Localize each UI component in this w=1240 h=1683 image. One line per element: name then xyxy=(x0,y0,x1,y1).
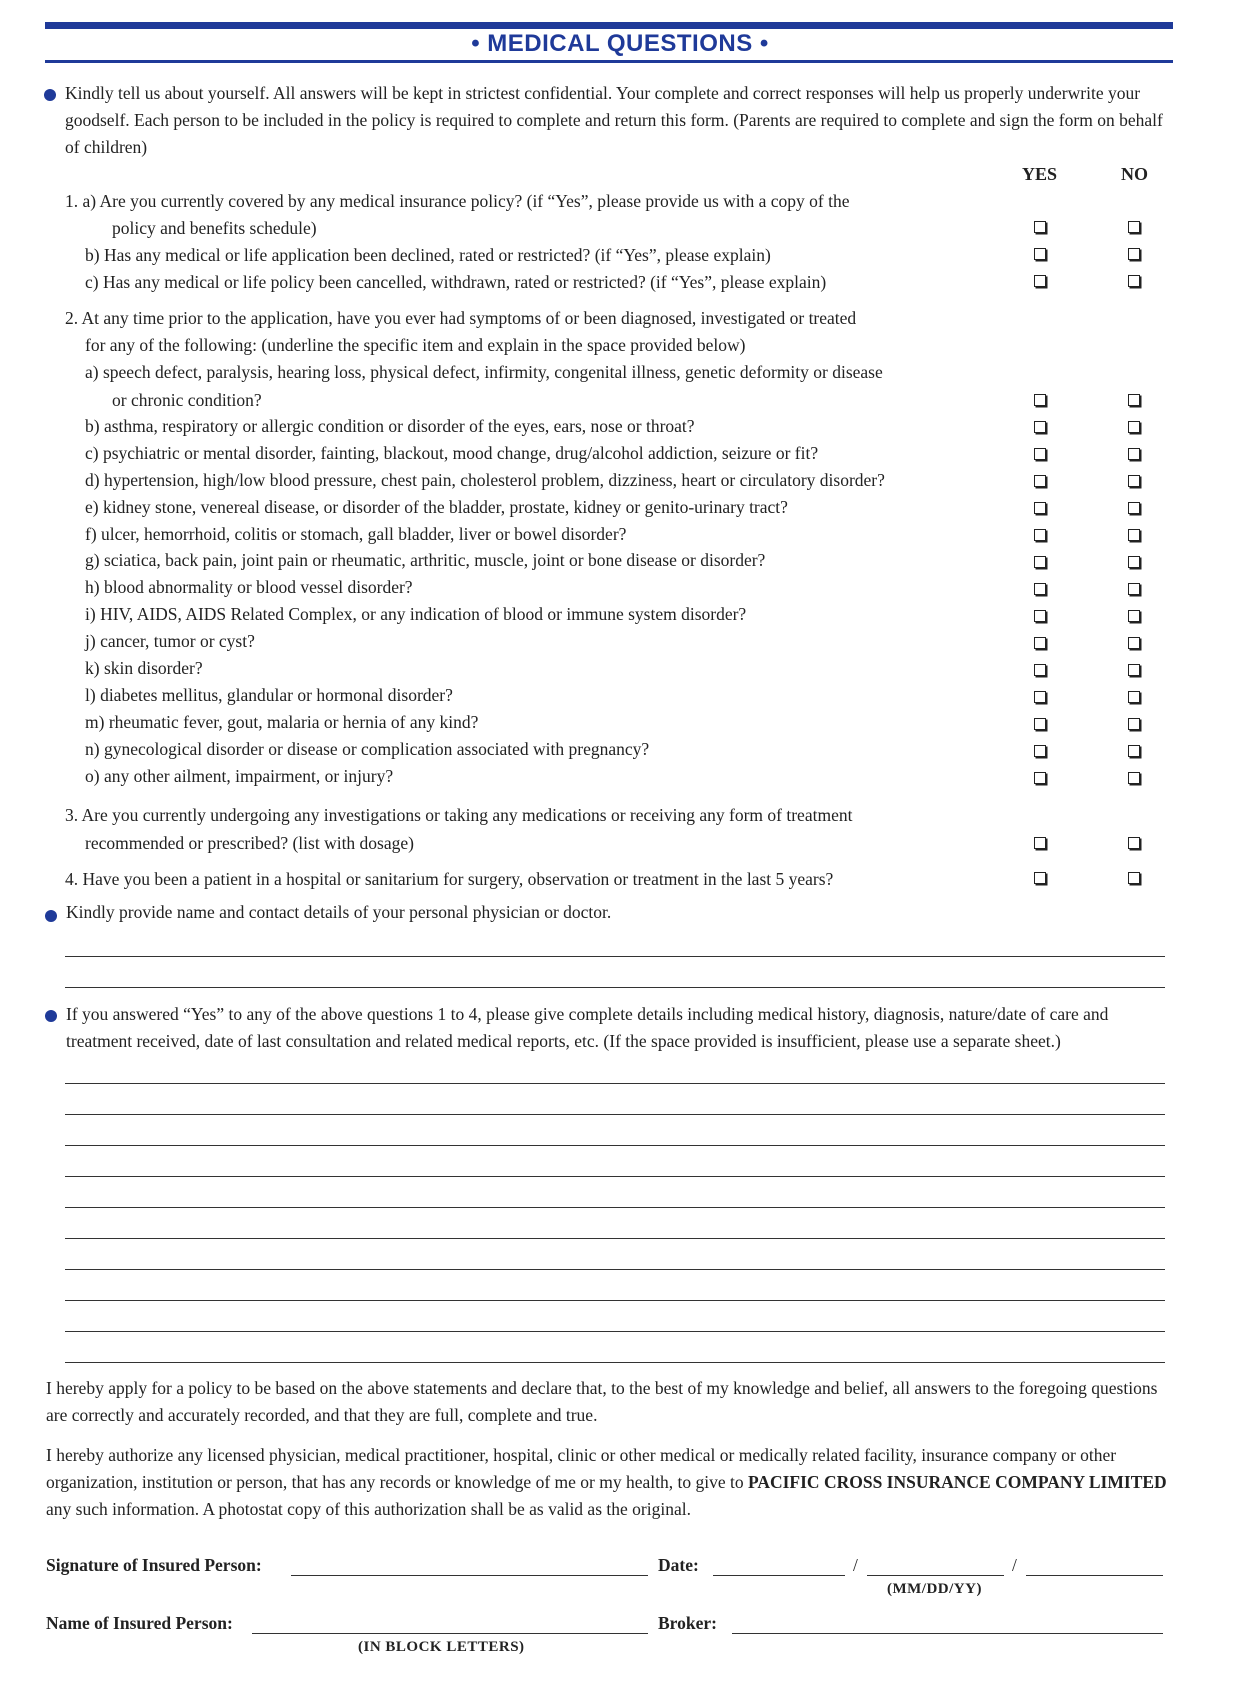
question-2a-line1: a) speech defect, paralysis, hearing loss, physical defect, infirmity, congenital illness, genetic deformity or disease xyxy=(85,362,883,382)
bullet-icon xyxy=(44,89,56,101)
intro-text: Kindly tell us about yourself. All answers will be kept in strictest confidential. Your complete and correct responses will help us properly underwrite your goodself. Each person to be included in the policy is required to complete and return this form. (Parents are required to complete and sign the form on behalf of children) xyxy=(65,83,1163,157)
question-3-line2: recommended or prescribed? (list with dosage) xyxy=(85,833,414,853)
details-line[interactable] xyxy=(65,1083,1165,1084)
yes-checkbox[interactable] xyxy=(1034,691,1046,703)
details-line[interactable] xyxy=(65,1176,1165,1177)
no-checkbox[interactable] xyxy=(1128,637,1140,649)
broker-line[interactable] xyxy=(732,1633,1163,1634)
question-2-item: k) skin disorder? xyxy=(85,658,203,678)
no-checkbox[interactable] xyxy=(1128,691,1140,703)
yes-checkbox[interactable] xyxy=(1034,872,1046,884)
yes-checkbox[interactable] xyxy=(1034,221,1046,233)
date-year-line[interactable] xyxy=(1026,1575,1163,1576)
yes-checkbox[interactable] xyxy=(1034,248,1046,260)
question-4: 4. Have you been a patient in a hospital or sanitarium for surgery, observation or treatment in the last 5 years? xyxy=(65,869,834,889)
date-format-hint: (MM/DD/YY) xyxy=(887,1581,982,1597)
date-label: Date: xyxy=(658,1555,699,1575)
header-rule-top xyxy=(45,22,1173,29)
no-checkbox[interactable] xyxy=(1128,556,1140,568)
details-line[interactable] xyxy=(65,1269,1165,1270)
date-day-line[interactable] xyxy=(867,1575,1004,1576)
physician-prompt: Kindly provide name and contact details of your personal physician or doctor. xyxy=(66,902,612,922)
no-checkbox[interactable] xyxy=(1128,421,1140,433)
yes-checkbox[interactable] xyxy=(1034,448,1046,460)
no-checkbox[interactable] xyxy=(1128,275,1140,287)
yes-checkbox[interactable] xyxy=(1034,837,1046,849)
question-2-item: h) blood abnormality or blood vessel disorder? xyxy=(85,577,413,597)
question-2-item: c) psychiatric or mental disorder, fainting, blackout, mood change, drug/alcohol addiction, seizure or fit? xyxy=(85,443,819,463)
yes-checkbox[interactable] xyxy=(1034,718,1046,730)
no-checkbox[interactable] xyxy=(1128,664,1140,676)
date-month-line[interactable] xyxy=(713,1575,845,1576)
question-2-item: i) HIV, AIDS, AIDS Related Complex, or any indication of blood or immune system disorder? xyxy=(85,604,747,624)
question-2-item: n) gynecological disorder or disease or complication associated with pregnancy? xyxy=(85,739,650,759)
yes-checkbox[interactable] xyxy=(1034,772,1046,784)
question-3-line1: 3. Are you currently undergoing any investigations or taking any medications or receiving any form of treatment xyxy=(65,805,853,825)
no-column-header: NO xyxy=(1121,164,1148,184)
name-label: Name of Insured Person: xyxy=(46,1613,233,1633)
question-1a-line2: policy and benefits schedule) xyxy=(112,218,317,238)
question-1b: b) Has any medical or life application been declined, rated or restricted? (if “Yes”, please explain) xyxy=(85,245,771,265)
no-checkbox[interactable] xyxy=(1128,583,1140,595)
yes-column-header: YES xyxy=(1022,164,1058,184)
details-line[interactable] xyxy=(65,1238,1165,1239)
yes-checkbox[interactable] xyxy=(1034,583,1046,595)
header-rule-bottom xyxy=(45,60,1173,63)
question-2-item: e) kidney stone, venereal disease, or disorder of the bladder, prostate, kidney or genito-urinary tract? xyxy=(85,497,788,517)
details-line[interactable] xyxy=(65,1362,1165,1363)
question-2-line1: 2. At any time prior to the application, have you ever had symptoms of or been diagnosed, investigated or treated xyxy=(65,308,857,328)
signature-label: Signature of Insured Person: xyxy=(46,1555,262,1575)
question-2-item: f) ulcer, hemorrhoid, colitis or stomach, gall bladder, liver or bowel disorder? xyxy=(85,524,627,544)
yes-checkbox[interactable] xyxy=(1034,556,1046,568)
question-2-item: l) diabetes mellitus, glandular or hormonal disorder? xyxy=(85,685,453,705)
question-1c: c) Has any medical or life policy been cancelled, withdrawn, rated or restricted? (if “Yes”, please explain) xyxy=(85,272,827,292)
block-letters-hint: (IN BLOCK LETTERS) xyxy=(358,1639,525,1655)
yes-checkbox[interactable] xyxy=(1034,275,1046,287)
details-line[interactable] xyxy=(65,1300,1165,1301)
details-prompt: If you answered “Yes” to any of the above questions 1 to 4, please give complete details including medical history, diagnosis, nature/date of care and treatment received, date of last consultation and related medical reports, etc. (If the space provided is insufficient, please use a separate sheet.) xyxy=(66,1004,1109,1051)
no-checkbox[interactable] xyxy=(1128,394,1140,406)
details-line[interactable] xyxy=(65,1114,1165,1115)
no-checkbox[interactable] xyxy=(1128,502,1140,514)
declaration-text: I hereby apply for a policy to be based on the above statements and declare that, to the best of my knowledge and belief, all answers to the foregoing questions are correctly and accurately recorded, and that they are full, complete and true. xyxy=(46,1378,1158,1425)
no-checkbox[interactable] xyxy=(1128,248,1140,260)
no-checkbox[interactable] xyxy=(1128,772,1140,784)
date-separator: / xyxy=(853,1555,858,1575)
question-2-item: b) asthma, respiratory or allergic condition or disorder of the eyes, ears, nose or throat? xyxy=(85,416,695,436)
no-checkbox[interactable] xyxy=(1128,872,1140,884)
yes-checkbox[interactable] xyxy=(1034,502,1046,514)
broker-label: Broker: xyxy=(658,1613,717,1633)
question-2-item: d) hypertension, high/low blood pressure, chest pain, cholesterol problem, dizziness, heart or circulatory disorder? xyxy=(85,470,885,490)
physician-line[interactable] xyxy=(65,987,1165,988)
yes-checkbox[interactable] xyxy=(1034,394,1046,406)
no-checkbox[interactable] xyxy=(1128,718,1140,730)
no-checkbox[interactable] xyxy=(1128,529,1140,541)
no-checkbox[interactable] xyxy=(1128,221,1140,233)
yes-checkbox[interactable] xyxy=(1034,475,1046,487)
question-2-item: g) sciatica, back pain, joint pain or rheumatic, arthritic, muscle, joint or bone disease or disorder? xyxy=(85,550,766,570)
yes-checkbox[interactable] xyxy=(1034,421,1046,433)
bullet-icon xyxy=(45,1010,57,1022)
yes-checkbox[interactable] xyxy=(1034,529,1046,541)
question-2-line2: for any of the following: (underline the specific item and explain in the space provided below) xyxy=(85,335,746,355)
yes-checkbox[interactable] xyxy=(1034,745,1046,757)
no-checkbox[interactable] xyxy=(1128,837,1140,849)
authorization-text: I hereby authorize any licensed physician, medical practitioner, hospital, clinic or other medical or medically related facility, insurance company or other organization, institution or person, that has any records or knowledge of me or my health, to give to PACIFIC CROSS INSURANCE COMPANY LIMITED any such information. A photostat copy of this authorization shall be as valid as the original. xyxy=(46,1445,1167,1519)
page-title: • MEDICAL QUESTIONS • xyxy=(471,30,769,57)
physician-line[interactable] xyxy=(65,956,1165,957)
question-2-item: o) any other ailment, impairment, or injury? xyxy=(85,766,394,786)
no-checkbox[interactable] xyxy=(1128,745,1140,757)
yes-checkbox[interactable] xyxy=(1034,610,1046,622)
question-2-item: j) cancer, tumor or cyst? xyxy=(85,631,255,651)
details-line[interactable] xyxy=(65,1207,1165,1208)
no-checkbox[interactable] xyxy=(1128,448,1140,460)
question-2-item: m) rheumatic fever, gout, malaria or hernia of any kind? xyxy=(85,712,479,732)
date-separator: / xyxy=(1012,1555,1017,1575)
details-line[interactable] xyxy=(65,1331,1165,1332)
yes-checkbox[interactable] xyxy=(1034,664,1046,676)
name-line[interactable] xyxy=(252,1633,648,1634)
company-name: PACIFIC CROSS INSURANCE COMPANY LIMITED xyxy=(747,1472,1167,1492)
question-2a-line2: or chronic condition? xyxy=(112,390,262,410)
no-checkbox[interactable] xyxy=(1128,475,1140,487)
no-checkbox[interactable] xyxy=(1128,610,1140,622)
bullet-icon xyxy=(45,910,57,922)
yes-checkbox[interactable] xyxy=(1034,637,1046,649)
signature-line[interactable] xyxy=(291,1575,648,1576)
details-line[interactable] xyxy=(65,1145,1165,1146)
question-1a-line1: 1. a) Are you currently covered by any medical insurance policy? (if “Yes”, please provide us with a copy of the xyxy=(65,191,850,211)
